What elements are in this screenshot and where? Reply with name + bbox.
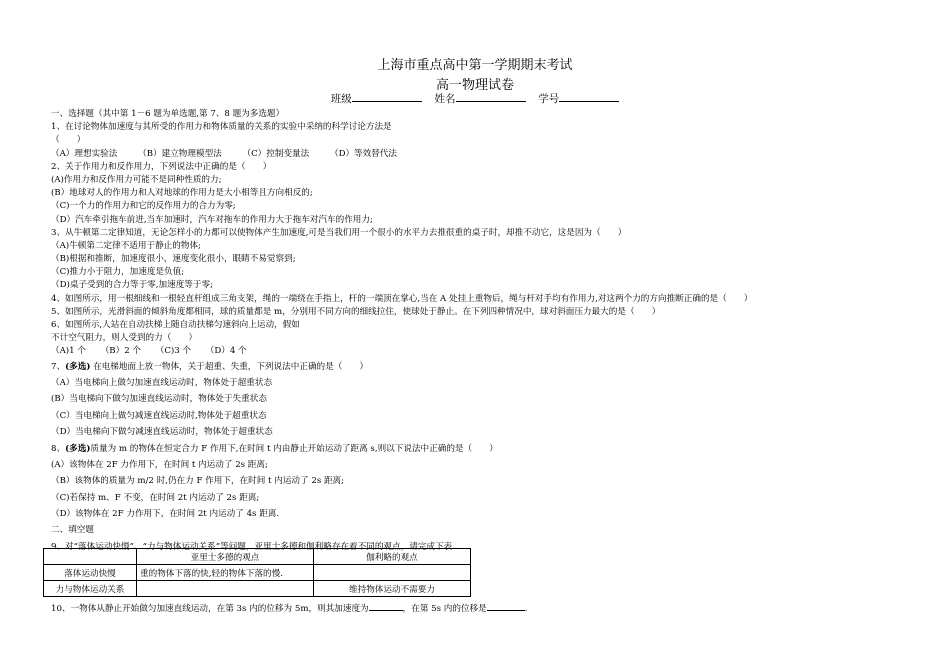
section1-heading: 一、选择题（其中第 1－6 题为单选题,第 7、8 题为多选题）	[51, 109, 285, 119]
table-cell-answer[interactable]	[137, 581, 314, 597]
class-label: 班级	[330, 93, 352, 105]
table-header-cell: 亚里士多德的观点	[137, 549, 314, 565]
q3-option-b: （B)根据和推断，加速度很小，速度变化很小，眼睛不易觉察到;	[51, 254, 296, 265]
q7-stem-line	[51, 359, 911, 375]
q3-option-a: （A)牛顿第二定律不适用于静止的物体;	[51, 240, 201, 251]
q8-stem: 质量为 m 的物体在恒定合力 F 作用下,在时间 t 内由静止开始运动了距离 s,则以下说法中正确的是（ ）	[90, 443, 498, 454]
table-header-cell: 伽利略的观点	[314, 549, 471, 565]
section2-heading: 二、填空题	[51, 525, 94, 536]
q9-stem: 9、对“落体运动快慢”、“力与物体运动关系”等问题，亚里士多德和伽利略存在着不同的观点，请完成下表.	[51, 541, 455, 552]
id-blank[interactable]	[559, 90, 619, 102]
q7-multi-tag: (多选)	[65, 361, 91, 372]
question-body	[51, 108, 911, 555]
q7-option-b: (B）当电梯向下做匀加速直线运动时，物体处于失重状态	[51, 394, 267, 405]
q4-stem: 4、如图所示，用一根细线和一根轻直杆组成三角支架，绳的一端绕在手指上，杆的一端顶在掌心,当在 A 处挂上重物后，绳与杆对手均有作用力,对这两个力的方向推断正确的是（ ）	[51, 293, 753, 304]
q7-number: 7、	[51, 361, 66, 372]
table-header-row	[44, 549, 471, 565]
q2-option-b: (B）地球对人的作用力和人对地球的作用力是大小相等且方向相反的;	[51, 188, 313, 199]
q7-option-a: （A）当电梯向上做匀加速直线运动时，物体处于超重状态	[51, 377, 273, 388]
q8-option-d: （D）该物体在 2F 力作用下，在时间 2t 内运动了 4s 距离.	[51, 509, 280, 520]
q10-part2: ，在第 5s 内的位移是	[402, 604, 487, 614]
q2-stem: 2、关于作用力和反作用力，下列说法中正确的是（ ）	[51, 161, 272, 172]
q10-part1: 10、一物体从静止开始做匀加速直线运动，在第 3s 内的位移为 5m，则其加速度为	[51, 604, 369, 614]
q2-option-d: （D）汽车牵引拖车前进,当车加速时，汽车对拖车的作用力大于拖车对汽车的作用力;	[51, 214, 373, 225]
table-cell-answer[interactable]	[314, 565, 471, 581]
student-info-line	[0, 90, 950, 106]
q1-option-c: （C）控制变量法	[242, 148, 310, 159]
name-blank[interactable]	[456, 90, 526, 102]
name-label: 姓名	[434, 93, 456, 105]
q7-option-d: （D）当电梯向下做匀减速直线运动时，物体处于超重状态	[51, 427, 273, 438]
q3-stem: 3、从牛顿第二定律知道，无论怎样小的力都可以使物体产生加速度,可是当我们用一个很小的水平力去推很重的桌子时，却推不动它，这是因为（ ）	[51, 227, 627, 238]
q8-option-b: （B）该物体的质量为 m/2 时,仍在力 F 作用下，在时间 t 内运动了 2s 距离;	[51, 476, 345, 487]
q3-option-d: （D)桌子受到的合力等于零,加速度等于零;	[51, 280, 213, 291]
q6-options	[51, 345, 911, 358]
q1-option-d: （D）等效替代法	[329, 148, 398, 159]
q6-option-b: （B）2 个	[100, 346, 141, 357]
q8-number: 8、	[51, 443, 66, 454]
q1-option-a: （A）理想实验法	[51, 148, 118, 159]
q6-stem: 6、如图所示,人站在自动扶梯上随自动扶梯匀速斜向上运动，假如	[51, 320, 300, 330]
exam-title: 上海市重点高中第一学期期末考试	[377, 58, 573, 73]
q2-option-c: （C)一个力的作用力和它的反作用力的合力为零;	[51, 201, 236, 212]
q1-option-b: （B）建立物理模型法	[138, 148, 222, 159]
id-label: 学号	[538, 93, 560, 105]
q6-option-a: （A)1 个	[51, 346, 86, 357]
table-cell: 落体运动快慢	[44, 565, 137, 581]
q5-stem: 5、如图所示，光滑斜面的倾斜角度都相同，球的质量都是 m，分别用不同方向的细线拉住，使球处于静止。在下列四种情况中，球对斜面压力最大的是（ ）	[51, 306, 661, 317]
q8-option-a: (A）该物体在 2F 力作用下，在时间 t 内运动了 2s 距离;	[51, 459, 268, 470]
q7-option-c: （C）当电梯向上做匀减速直线运动时,物体处于超重状态	[51, 410, 267, 421]
q6-stem-2: 不计空气阻力，则人受到的力（ ）	[51, 333, 198, 344]
q8-stem-line	[51, 441, 911, 457]
q10-blank-acceleration[interactable]	[369, 601, 403, 611]
q6-option-d: （D）4 个	[205, 346, 247, 357]
q6-option-c: （C)3 个	[155, 346, 192, 357]
table-cell: 力与物体运动关系	[44, 581, 137, 597]
q1-paren: （ ）	[51, 135, 86, 146]
q7-stem: 在电梯地面上放一物体，关于超重、失重，下列说法中正确的是（ ）	[90, 361, 369, 372]
q1-stem: 1、在讨论物体加速度与其所受的作用力和物体质量的关系的实验中采纳的科学讨论方法是	[51, 122, 392, 133]
table-row	[44, 565, 471, 581]
q9-comparison-table	[43, 548, 471, 597]
q10-line	[51, 601, 527, 614]
q3-option-c: （C)推力小于阻力，加速度是负值;	[51, 267, 185, 278]
table-row	[44, 581, 471, 597]
table-cell: 维持物体运动不需要力	[314, 581, 471, 597]
q2-option-a: (A)作用力和反作用力可能不是同种性质的力;	[51, 174, 222, 185]
exam-subtitle: 高一物理试卷	[435, 78, 514, 93]
q10-blank-displacement[interactable]	[487, 601, 525, 611]
class-blank[interactable]	[352, 90, 422, 102]
table-header-cell	[44, 549, 137, 565]
q1-options	[51, 148, 911, 161]
q8-option-c: （C)若保持 m、F 不变，在时间 2t 内运动了 2s 距离;	[51, 492, 260, 503]
q8-multi-tag: (多选)	[65, 443, 91, 454]
table-cell: 重的物体下落的快,轻的物体下落的慢.	[137, 565, 314, 581]
q10-part3: .	[524, 604, 528, 614]
